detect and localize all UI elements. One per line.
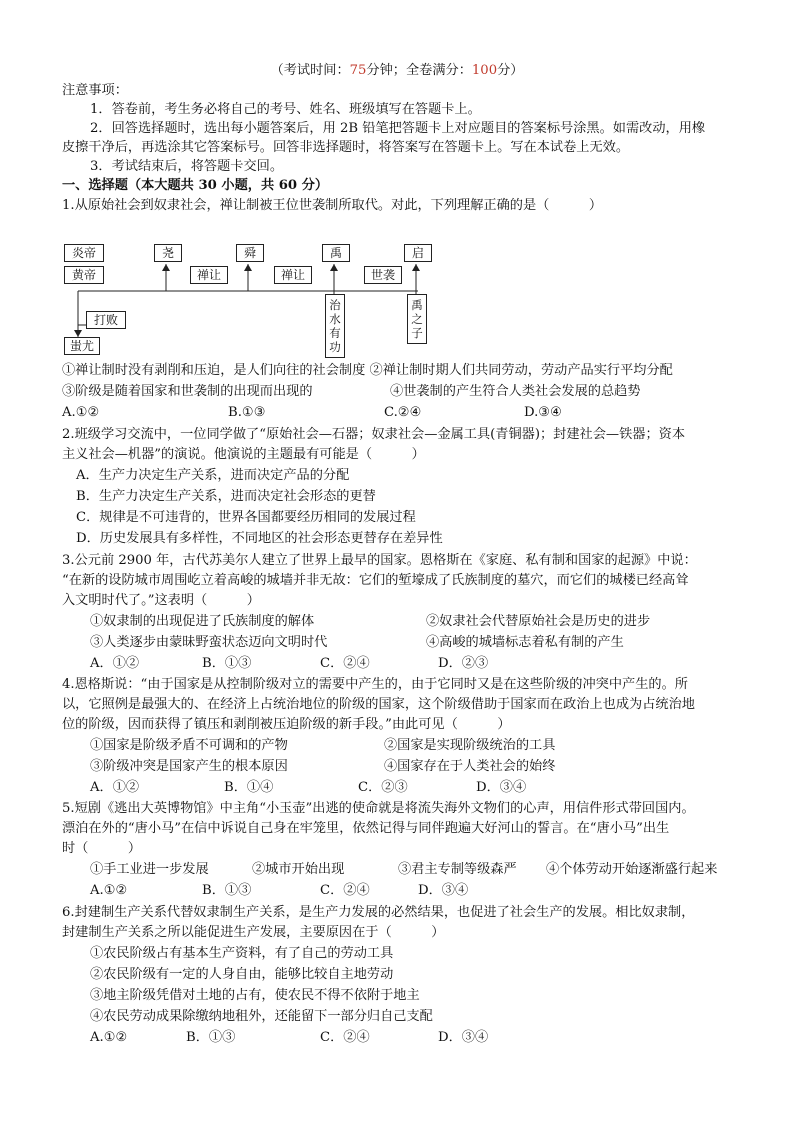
q4-option-a[interactable]: A．①② xyxy=(90,780,140,795)
q6-stem-line-2: 封建制生产关系之所以能促进生产发展，主要原因在于（ ） xyxy=(62,925,445,940)
q2-option-b[interactable]: B．生产力决定生产关系，进而决定社会形态的更替 xyxy=(76,489,376,504)
exam-time-value: 75 xyxy=(349,63,367,78)
notes-item-2-line-2: 皮擦干净后，再选涂其它答案标号。回答非选择题时，将答案写在答题卡上。写在本试卷上无效。 xyxy=(62,140,630,155)
q6-option-c[interactable]: C．②④ xyxy=(320,1030,370,1045)
diagram-label-dabai: 打败 xyxy=(86,311,126,329)
zhishui-char-1: 治 xyxy=(329,298,341,312)
q5-option-c[interactable]: C．②④ xyxy=(320,883,370,898)
q1-option-c[interactable]: C.②④ xyxy=(384,405,422,420)
q1-option-b[interactable]: B.①③ xyxy=(228,405,266,420)
q3-option-c[interactable]: C．②④ xyxy=(320,656,370,671)
notes-item-2-line-1: 2．回答选择题时，选出每小题答案后，用 2B 铅笔把答题卡上对应题目的答案标号涂黑。如需改动，用橡 xyxy=(90,121,706,136)
q4-statement-2: ②国家是实现阶级统治的工具 xyxy=(384,738,556,753)
q2-option-a[interactable]: A．生产力决定生产关系，进而决定产品的分配 xyxy=(76,468,350,483)
zhishui-char-2: 水 xyxy=(329,312,341,326)
q3-statement-4: ④高峻的城墙标志着私有制的产生 xyxy=(426,635,624,650)
yuzhizi-char-1: 禹 xyxy=(411,298,423,312)
q5-stem-line-1: 5.短剧《逃出大英博物馆》中主角“小玉壶”出逃的使命就是将流失海外文物们的心声，用信件形式带回国内。 xyxy=(62,801,695,816)
q1-option-a[interactable]: A.①② xyxy=(62,405,100,420)
exam-info-post: 分） xyxy=(497,63,524,78)
q3-stem-line-3: 入文明时代了。”这表明（ ） xyxy=(62,593,260,608)
q5-stem-line-3: 时（ ） xyxy=(62,841,142,856)
q1-statement-4: ④世袭制的产生符合人类社会发展的总趋势 xyxy=(390,384,641,399)
q3-stem-line-1: 3.公元前 2900 年，古代苏美尔人建立了世界上最早的国家。恩格斯在《家庭、私有制和国家的起源》中说： xyxy=(62,553,697,568)
q3-option-b[interactable]: B．①③ xyxy=(202,656,252,671)
q1-option-d[interactable]: D.③④ xyxy=(524,405,562,420)
q2-stem-line-2: 主义社会—机器”的演说。他演说的主题最有可能是（ ） xyxy=(62,447,425,462)
q1-statement-3: ③阶级是随着国家和世袭制的出现而出现的 xyxy=(62,384,313,399)
q1-diagram-lines xyxy=(0,0,794,360)
diagram-node-yu: 禹 xyxy=(322,244,350,262)
q6-statement-4: ④农民劳动成果除缴纳地租外，还能留下一部分归自己支配 xyxy=(90,1009,433,1024)
q1-stem: 1.从原始社会到奴隶社会，禅让制被王位世袭制所取代。对此，下列理解正确的是（ ） xyxy=(62,198,603,213)
q5-option-b[interactable]: B．①③ xyxy=(202,883,252,898)
diagram-node-yandi: 炎帝 xyxy=(64,244,104,262)
q6-stem-line-1: 6.封建制生产关系代替奴隶制生产关系，是生产力发展的必然结果，也促进了社会生产的发展。相比奴隶制， xyxy=(62,905,695,920)
zhishui-char-4: 功 xyxy=(329,340,341,354)
exam-info-pre: （考试时间： xyxy=(270,63,350,78)
diagram-node-yao: 尧 xyxy=(154,244,182,262)
diagram-label-shanrang-1: 禅让 xyxy=(190,266,228,284)
q4-stem-line-3: 位的阶级，因而获得了镇压和剥削被压迫阶级的新手段。”由此可见（ ） xyxy=(62,717,511,732)
q2-stem-line-1: 2.班级学习交流中，一位同学做了“原始社会—石器；奴隶社会—金属工具(青铜器)；封建社会—铁器；资本 xyxy=(62,427,686,442)
q4-statement-1: ①国家是阶级矛盾不可调和的产物 xyxy=(90,738,288,753)
q5-statement-3: ③君主专制等级森严 xyxy=(398,862,517,877)
q3-option-a[interactable]: A．①② xyxy=(90,656,140,671)
yuzhizi-char-2: 之 xyxy=(411,312,423,326)
q5-statement-4: ④个体劳动开始逐渐盛行起来 xyxy=(546,862,718,877)
q5-option-d[interactable]: D．③④ xyxy=(418,883,469,898)
notes-item-3: 3．考试结束后，将答题卡交回。 xyxy=(90,159,284,174)
q4-stem-line-2: 以，它照例是最强大的、在经济上占统治地位的阶级的国家，这个阶级借助于国家而在政治上也成为占统治地 xyxy=(62,697,695,712)
q5-statement-1: ①手工业进一步发展 xyxy=(90,862,209,877)
diagram-node-qi: 启 xyxy=(404,244,432,262)
q4-option-d[interactable]: D．③④ xyxy=(476,780,527,795)
q5-stem-line-2: 漂泊在外的“唐小马”在信中诉说自己身在牢笼里，依然记得与同伴跑遍大好河山的誓言。在“唐小马”出生 xyxy=(62,821,670,836)
q5-option-a[interactable]: A.①② xyxy=(90,883,128,898)
exam-score-value: 100 xyxy=(471,63,498,78)
section-title: 一、选择题（本大题共 30 小题，共 60 分） xyxy=(62,178,329,193)
zhishui-char-3: 有 xyxy=(329,326,341,340)
q4-statement-3: ③阶级冲突是国家产生的根本原因 xyxy=(90,759,288,774)
q2-option-d[interactable]: D．历史发展具有多样性，不同地区的社会形态更替存在差异性 xyxy=(76,531,443,546)
q4-option-c[interactable]: C．②③ xyxy=(358,780,408,795)
diagram-label-yuzhizi xyxy=(407,294,427,344)
q3-statement-2: ②奴隶社会代替原始社会是历史的进步 xyxy=(426,614,651,629)
q3-statement-3: ③人类逐步由蒙昧野蛮状态迈向文明时代 xyxy=(90,635,328,650)
q4-statement-4: ④国家存在于人类社会的始终 xyxy=(384,759,556,774)
exam-info-mid: 分钟；全卷满分： xyxy=(366,63,472,78)
q5-statement-2: ②城市开始出现 xyxy=(252,862,345,877)
q6-statement-3: ③地主阶级凭借对土地的占有，使农民不得不依附于地主 xyxy=(90,988,420,1003)
yuzhizi-char-3: 子 xyxy=(411,326,423,340)
q3-option-d[interactable]: D．②③ xyxy=(438,656,489,671)
q2-option-c[interactable]: C．规律是不可违背的，世界各国都要经历相同的发展过程 xyxy=(76,510,416,525)
diagram-label-zhishui-yougong xyxy=(325,294,345,358)
q6-option-d[interactable]: D．③④ xyxy=(438,1030,489,1045)
q3-stem-line-2: “在新的设防城市周围屹立着高峻的城墙并非无故：它们的堑壕成了氏族制度的墓穴，而它们的城楼已经高耸 xyxy=(62,573,689,588)
diagram-node-shun: 舜 xyxy=(236,244,264,262)
q3-statement-1: ①奴隶制的出现促进了氏族制度的解体 xyxy=(90,614,315,629)
diagram-node-chiyou: 蚩尤 xyxy=(64,337,100,355)
q6-statement-2: ②农民阶级有一定的人身自由，能够比较自主地劳动 xyxy=(90,967,394,982)
q6-statement-1: ①农民阶级占有基本生产资料，有了自己的劳动工具 xyxy=(90,946,394,961)
q4-option-b[interactable]: B．①④ xyxy=(224,780,274,795)
q4-stem-line-1: 4.恩格斯说：“由于国家是从控制阶级对立的需要中产生的，由于它同时又是在这些阶级的冲突中产生的。所 xyxy=(62,677,688,692)
diagram-node-huangdi: 黄帝 xyxy=(64,266,104,284)
q6-option-a[interactable]: A.①② xyxy=(90,1030,128,1045)
q1-statements-line-1: ①禅让制时没有剥削和压迫，是人们向往的社会制度 ②禅让制时期人们共同劳动，劳动产品实行平均分配 xyxy=(62,363,673,378)
notes-item-1: 1．答卷前，考生务必将自己的考号、姓名、班级填写在答题卡上。 xyxy=(90,102,481,117)
q6-option-b[interactable]: B．①③ xyxy=(186,1030,236,1045)
notes-title: 注意事项： xyxy=(62,83,128,98)
diagram-label-shixi: 世袭 xyxy=(364,266,402,284)
diagram-label-shanrang-2: 禅让 xyxy=(274,266,312,284)
